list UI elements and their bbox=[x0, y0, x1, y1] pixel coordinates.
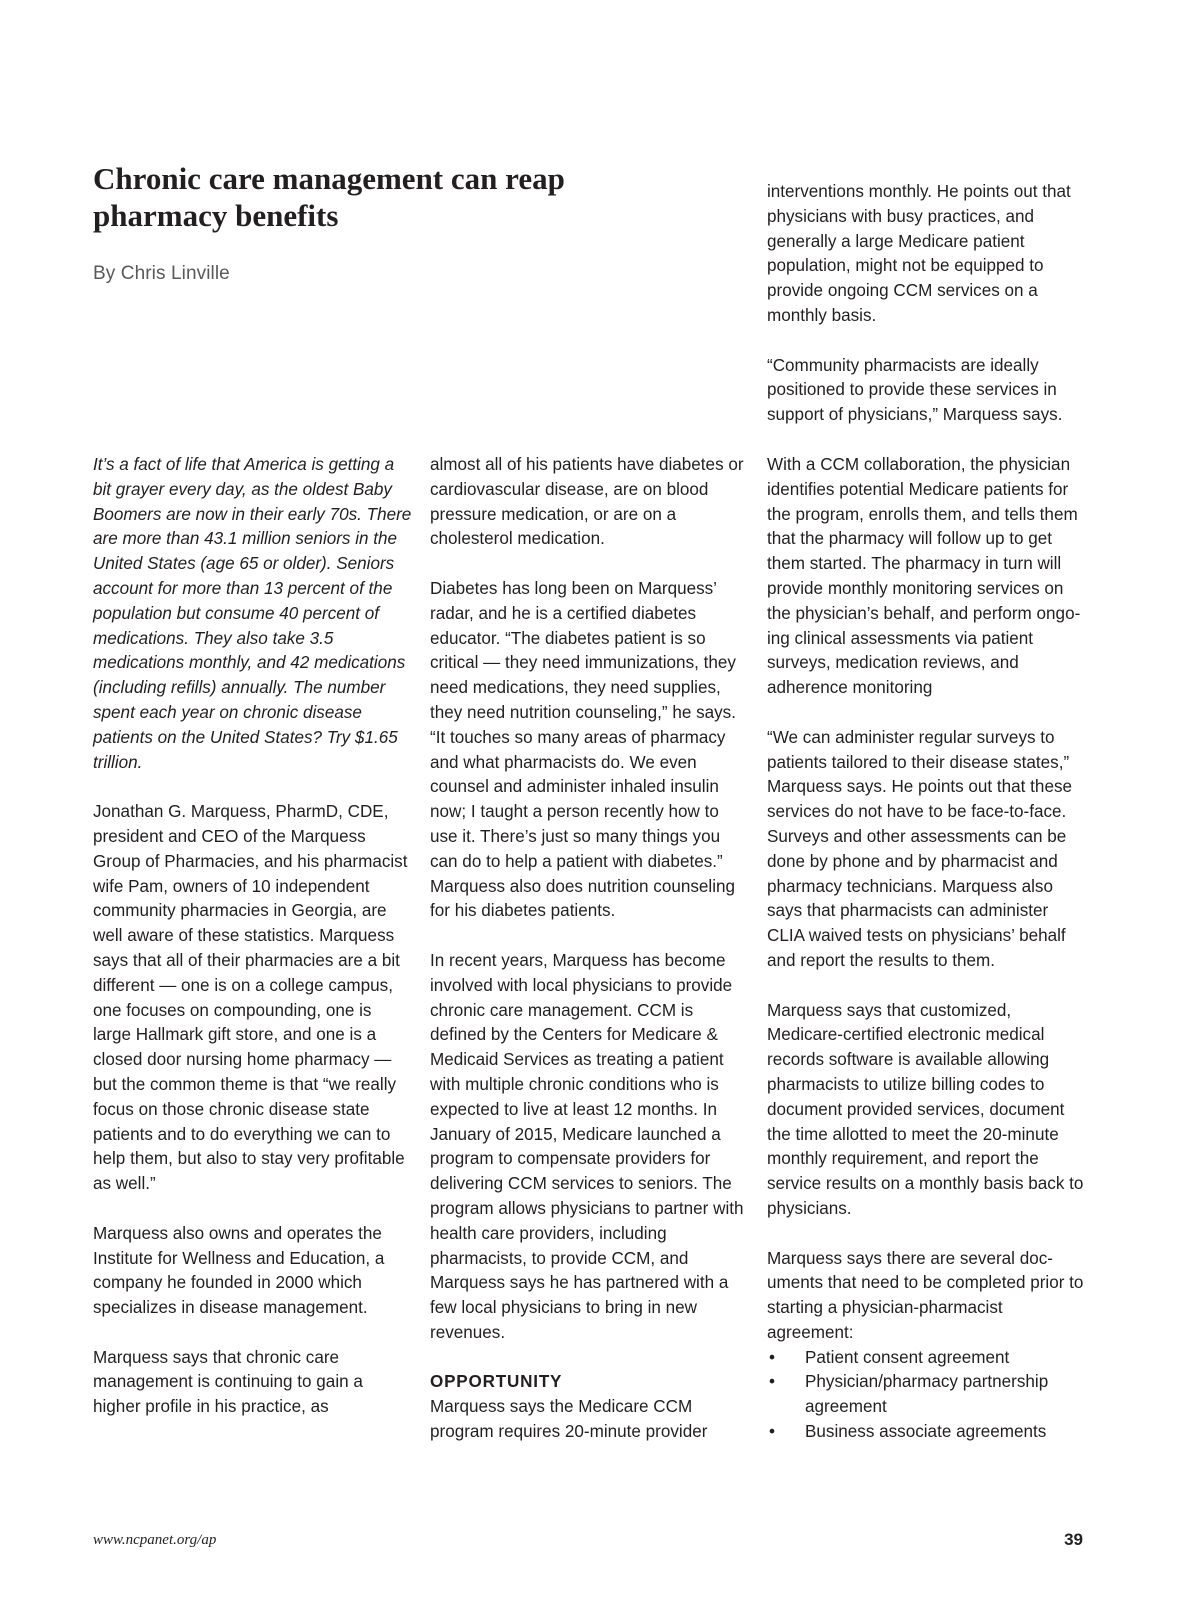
list-item-text: Business associate agreements bbox=[805, 1422, 1047, 1442]
intro-paragraph: It’s a fact of life that America is getting a bit grayer every day, as the oldest Baby Boomers are now in their early 70s. There are more than 43.1 million seniors in the United States (age 65 or older). Seniors account for more than 13 percent of the population but consume 40 percent of medications. They also take 3.5 medications monthly, and 42 medications (including refills) annually. The number spent each year on chronic disease patients on the United States? Try $1.65 trillion. bbox=[93, 455, 412, 772]
list-item-text: Physician/pharmacy partnership agreement bbox=[805, 1372, 1049, 1417]
article-title: Chronic care management can reap pharmacy benefits bbox=[93, 161, 565, 233]
page-number: 39 bbox=[1064, 1530, 1083, 1549]
paragraph: Marquess says the Medicare CCM program requires 20-minute provider bbox=[430, 1397, 708, 1442]
list-item bbox=[767, 1420, 1087, 1445]
bullet-icon: • bbox=[769, 1372, 775, 1392]
paragraph: With a CCM collaboration, the physician identifies potential Medicare patients for the program, enrolls them, and tells them that the pharmacy will follow up to get them started. The pharmacy in turn will provide monthly monitoring services on the physician’s behalf, and perform ongoing clinical assessments via patient surveys, medication reviews, and adherence monitoring bbox=[767, 455, 1081, 698]
list-item-text: Patient consent agreement bbox=[805, 1347, 1010, 1367]
column-1 bbox=[93, 453, 413, 1420]
byline: By Chris Linville bbox=[93, 263, 230, 284]
column-2 bbox=[430, 453, 750, 1445]
paragraph: interventions monthly. He points out that physicians with busy practices, and generally a large Medicare patient population, might not be equipped to provide ongoing CCM services on a monthly basis. bbox=[767, 182, 1071, 325]
list-item bbox=[767, 1370, 1087, 1420]
paragraph: In recent years, Marquess has become involved with local physicians to provide chronic care management. CCM is defined by the Centers for Medicare & Medicaid Services as treating a patient with multiple chronic conditions who is expected to live at least 12 months. In January of 2015, Medicare launched a program to compensate providers for delivering CCM services to seniors. The program allows physicians to partner with health care providers, including pharmacists, to provide CCM, and Marquess says he has partnered with a few local physicians to bring in new revenues. bbox=[430, 950, 744, 1342]
paragraph: Marquess says that chronic care management is continuing to gain a higher profile in his practice, as bbox=[93, 1347, 363, 1417]
paragraph: “We can administer regular surveys to patients tailored to their disease states,” Marquess says. He points out that these services do not have to be face-to-face. Surveys and other assessments can be done by phone and by pharmacist and pharmacy technicians. Marquess also says that pharmacists can administer CLIA waived tests on physicians’ behalf and report the results to them. bbox=[767, 727, 1072, 970]
bullet-icon: • bbox=[769, 1347, 775, 1367]
column-3-top bbox=[767, 180, 1087, 428]
paragraph: Marquess says there are several documents that need to be completed prior to starting a physician-pharmacist agreement: bbox=[767, 1248, 1084, 1342]
footer-url: www.ncpanet.org/ap bbox=[93, 1532, 217, 1548]
column-3 bbox=[767, 453, 1087, 1445]
paragraph: Marquess also owns and operates the Institute for Wellness and Education, a company he founded in 2000 which specializes in disease management. bbox=[93, 1223, 385, 1318]
paragraph: almost all of his patients have diabetes or cardiovascular disease, are on blood pressure medication, or are on a cholesterol medication. bbox=[430, 455, 744, 549]
paragraph: Jonathan G. Marquess, PharmD, CDE, president and CEO of the Marquess Group of Pharmacies, and his pharmacist wife Pam, owners of 10 independent community pharmacies in Georgia, are well aware of these statistics. Marquess says that all of their pharmacies are a bit different — one is on a college campus, one focuses on compounding, one is large Hallmark gift store, and one is a closed door nursing home pharmacy — but the common theme is that “we really focus on those chronic disease state patients and to do everything we can to help them, but also to stay very profitable as well.” bbox=[93, 802, 408, 1194]
section-heading-opportunity: OPPORTUNITY bbox=[430, 1372, 563, 1392]
paragraph: Diabetes has long been on Marquess’ radar, and he is a certified diabetes educator. “The diabetes patient is so critical — they need immunizations, they need medications, they need supplies, they need nutrition counseling,” he says. “It touches so many areas of pharmacy and what pharmacists do. We even counsel and administer inhaled insulin now; I taught a person recently how to use it. There’s just so many things you can do to help a patient with diabetes.” Marquess also does nutrition counseling for his diabetes patients. bbox=[430, 578, 736, 921]
bullet-list bbox=[767, 1346, 1087, 1445]
paragraph: “Community pharmacists are ideally positioned to provide these services in support of physicians,” Marquess says. bbox=[767, 355, 1063, 425]
list-item bbox=[767, 1346, 1087, 1371]
paragraph: Marquess says that customized, Medicare-certified electronic medical records software is available allowing pharmacists to utilize billing codes to document provided services, document the time allotted to meet the 20-minute monthly requirement, and report the service results on a monthly basis back to physicians. bbox=[767, 1000, 1084, 1218]
bullet-icon: • bbox=[769, 1422, 775, 1442]
